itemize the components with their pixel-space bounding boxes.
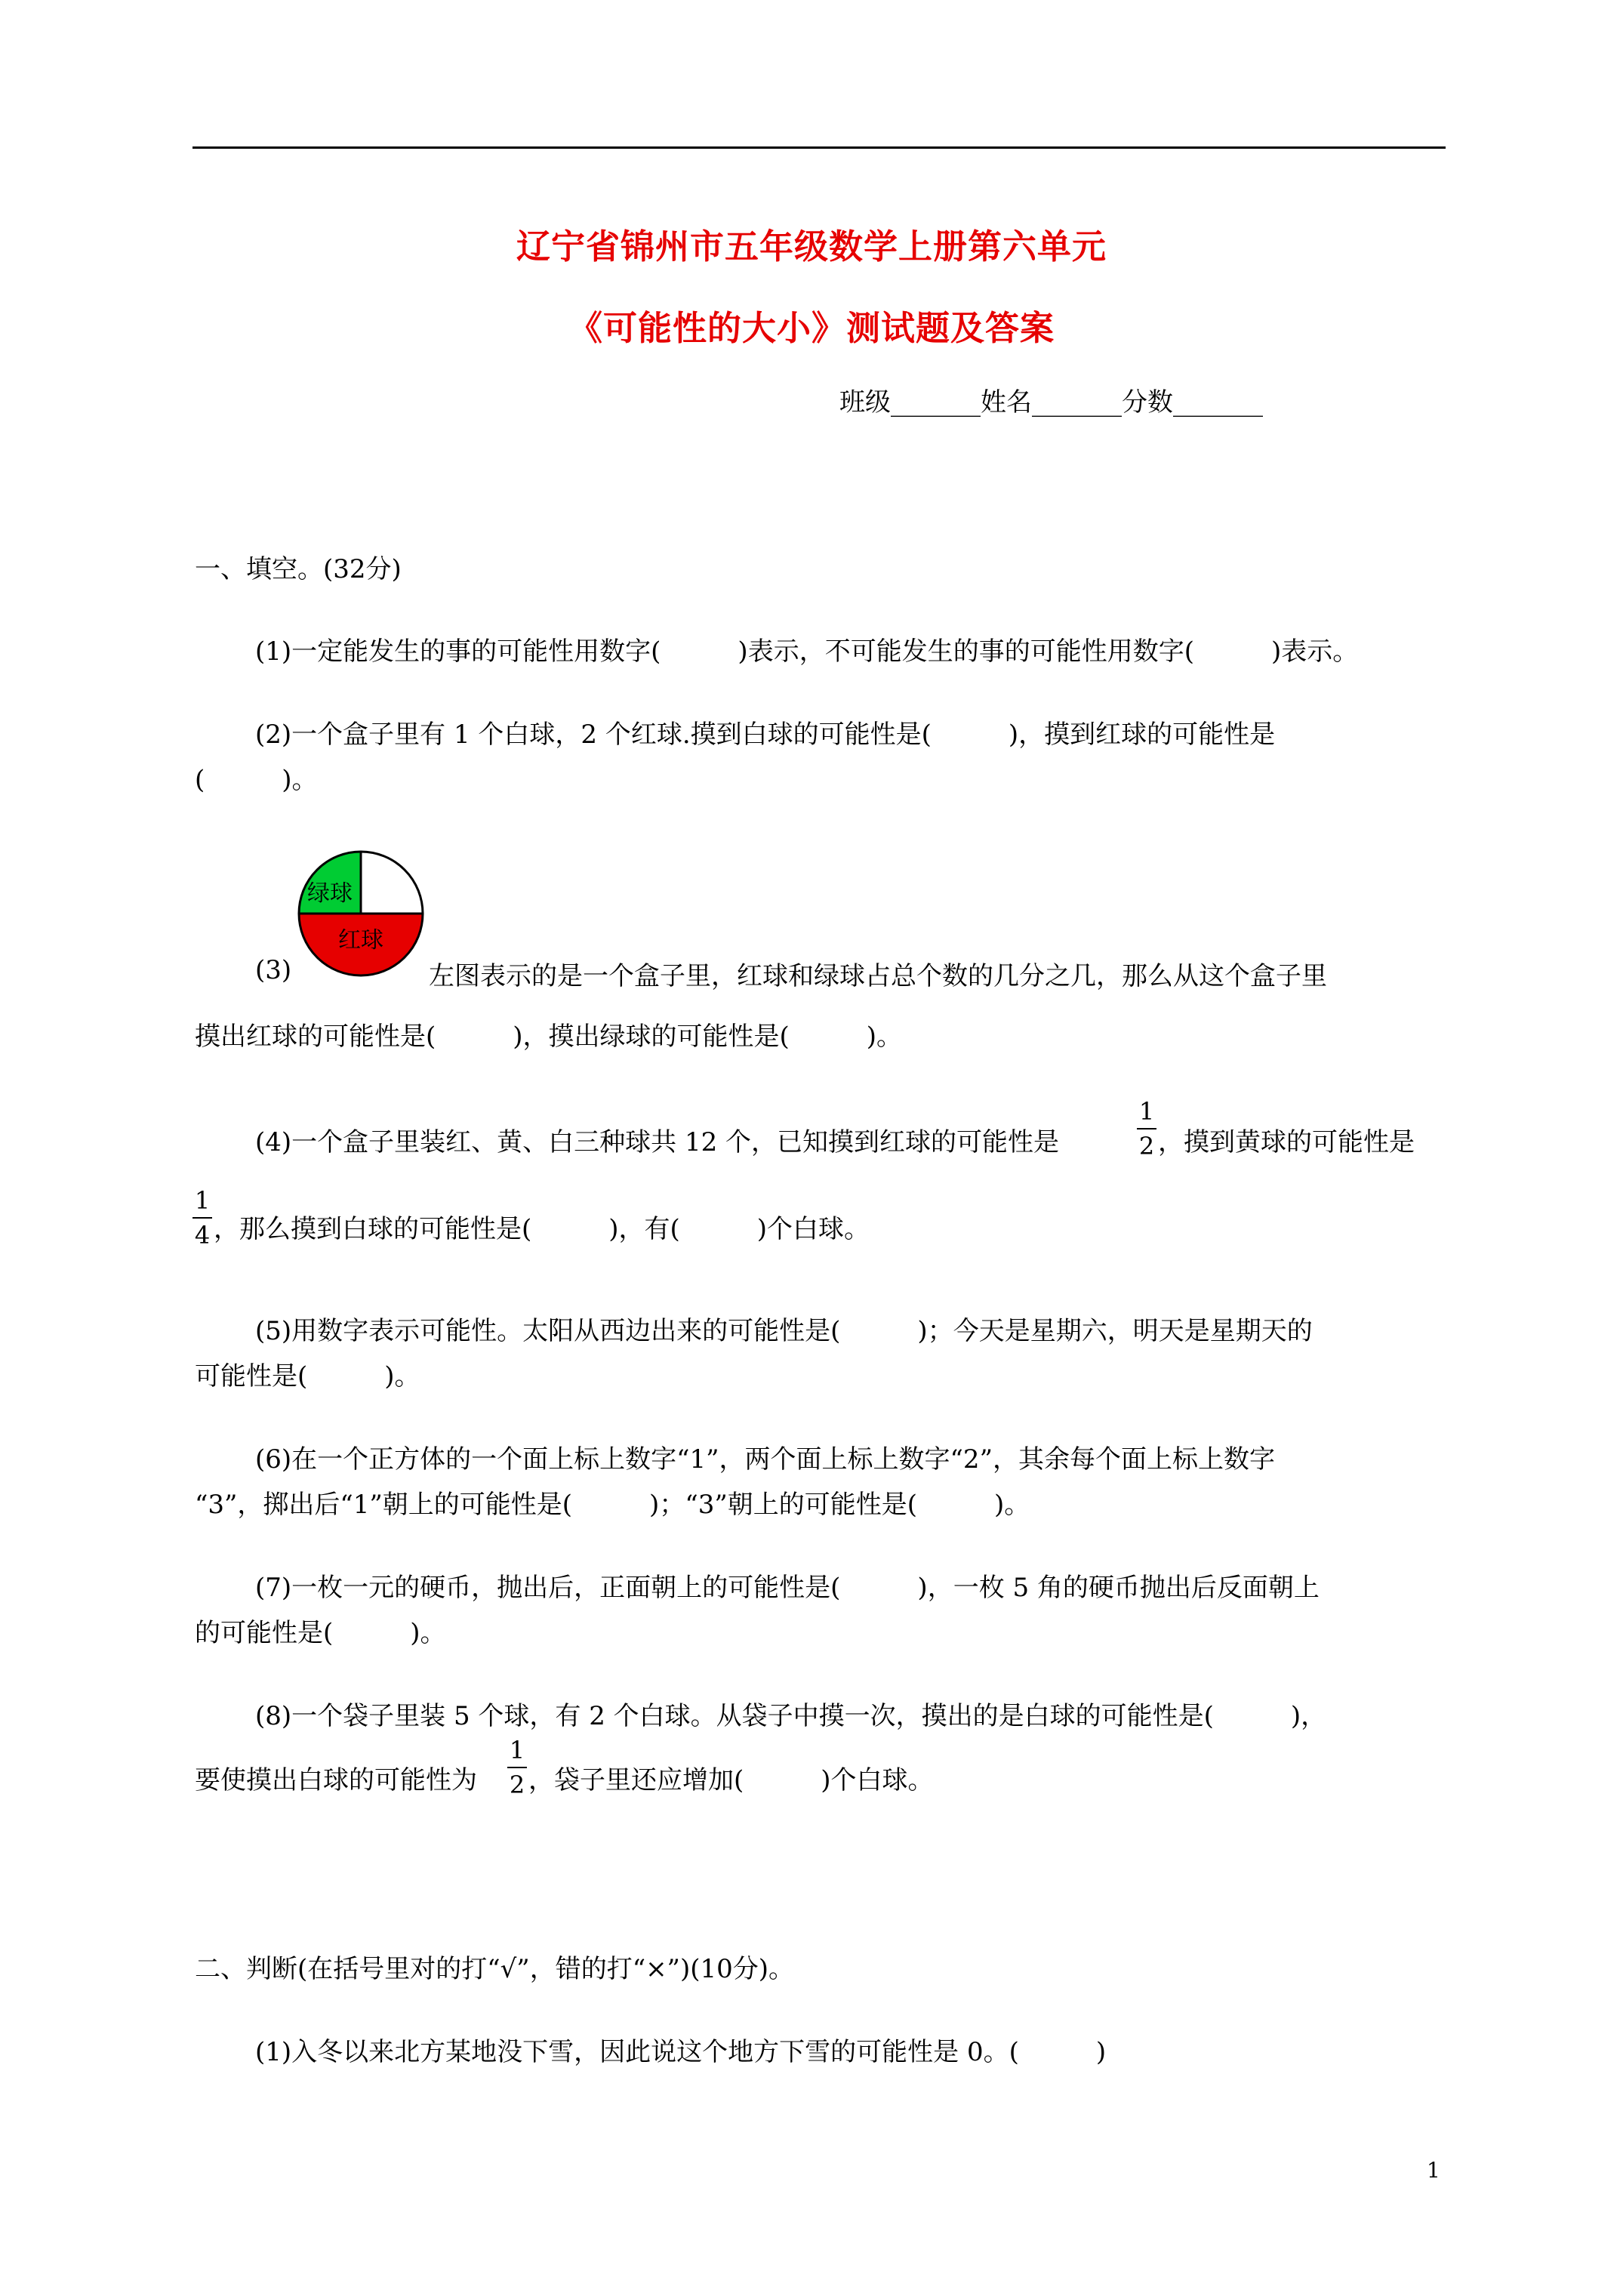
fraction-bar (1137, 1128, 1156, 1130)
question-1-3-line-1: 左图表示的是一个盒子里，红球和绿球占总个数的几分之几，那么从这个盒子里 (429, 961, 1327, 991)
question-1-4-line-1b: ，摸到黄球的可能性是 (1158, 1127, 1415, 1157)
fraction-bar (507, 1767, 527, 1768)
fraction-numerator: 1 (194, 1186, 211, 1215)
ball-ratio-pie-figure (297, 849, 425, 978)
question-1-7-line-1: (7)一枚一元的硬币，抛出后，正面朝上的可能性是( )，一枚 5 角的硬币抛出后反面朝上 (255, 1573, 1320, 1603)
question-1-5-line-1: (5)用数字表示可能性。太阳从西边出来的可能性是( )；今天是星期六，明天是星期天的 (255, 1316, 1313, 1346)
fraction-denominator: 2 (509, 1771, 525, 1799)
question-1-6-line-1: (6)在一个正方体的一个面上标上数字“1”，两个面上标上数字“2”，其余每个面上标上数字 (255, 1444, 1275, 1475)
question-1-4-line-1a: (4)一个盒子里装红、黄、白三种球共 12 个，已知摸到红球的可能性是 (255, 1127, 1060, 1157)
title-line-1: 辽宁省锦州市五年级数学上册第六单元 (516, 227, 1107, 267)
question-1-8-line-2a: 要使摸出白球的可能性为 (195, 1765, 477, 1795)
fraction-one-quarter (192, 1185, 212, 1250)
question-1-3-label: (3) (255, 955, 292, 985)
pie-red-label: 红球 (338, 927, 383, 954)
question-1-2-line-1: (2)一个盒子里有 1 个白球，2 个红球.摸到白球的可能性是( )，摸到红球的可能性是 (255, 720, 1276, 750)
question-1-2-line-2: ( )。 (195, 765, 318, 795)
section-2-heading: 二、判断(在括号里对的打“√”，错的打“×”)(10分)。 (195, 1954, 795, 1984)
page-number: 1 (1427, 2158, 1440, 2183)
title-line-2: 《可能性的大小》测试题及答案 (568, 308, 1055, 348)
question-2-1: (1)入冬以来北方某地没下雪，因此说这个地方下雪的可能性是 0。( ) (255, 2037, 1107, 2067)
section-1-heading: 一、填空。(32分) (195, 554, 402, 584)
question-1-7-line-2: 的可能性是( )。 (195, 1618, 446, 1648)
fraction-one-half (1137, 1096, 1156, 1161)
question-1-5-line-2: 可能性是( )。 (195, 1361, 420, 1391)
student-info-line: 班级_______姓名_______分数_______ (839, 387, 1263, 418)
fraction-one-half-q8 (507, 1735, 527, 1800)
question-1-3-line-2: 摸出红球的可能性是( )，摸出绿球的可能性是( )。 (195, 1022, 903, 1052)
question-1-6-line-2: “3”，掷出后“1”朝上的可能性是( )；“3”朝上的可能性是( )。 (195, 1490, 1030, 1520)
fraction-denominator: 2 (1138, 1132, 1155, 1160)
question-1-4-line-2: ，那么摸到白球的可能性是( )，有( )个白球。 (214, 1214, 870, 1244)
pie-green-label: 绿球 (307, 880, 353, 907)
fraction-numerator: 1 (509, 1736, 525, 1764)
fraction-denominator: 4 (194, 1221, 211, 1250)
fraction-bar (192, 1217, 212, 1219)
question-1-1: (1)一定能发生的事的可能性用数字( )表示，不可能发生的事的可能性用数字( )表示。 (255, 636, 1359, 667)
question-1-8-line-1: (8)一个袋子里装 5 个球，有 2 个白球。从袋子中摸一次，摸出的是白球的可能性是( )， (255, 1701, 1327, 1731)
fraction-numerator: 1 (1138, 1097, 1155, 1126)
question-1-8-line-2b: ，袋子里还应增加( )个白球。 (528, 1765, 934, 1795)
header-rule (192, 146, 1446, 149)
